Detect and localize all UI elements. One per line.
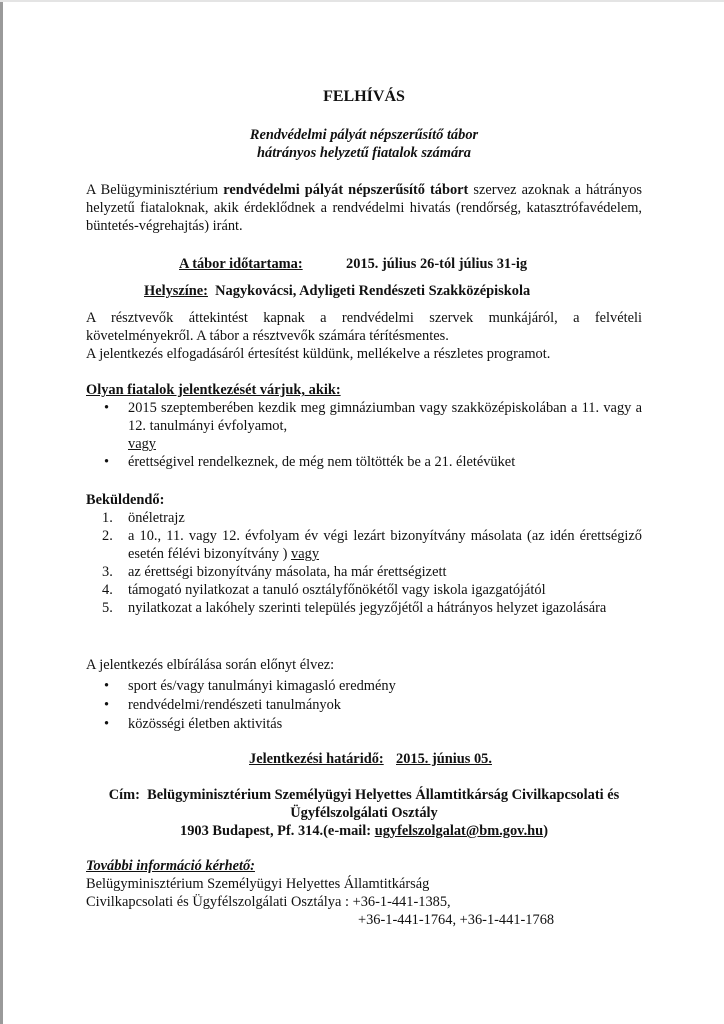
phone-number-1: +36-1-441-1385, [352, 894, 451, 910]
submit-item-2: 2. a 10., 11. vagy 12. évfolyam év végi lezárt bizonyítvány másolata (az idén érettségiző esetén félévi bizonyítvány ) vagy [102, 528, 642, 562]
address-label: Cím: [108, 787, 140, 803]
more-info-heading: További információ kérhető: [86, 858, 255, 874]
eligibility-list [86, 399, 642, 471]
eligibility-or: vagy [128, 436, 156, 452]
document-title: FELHÍVÁS [323, 88, 405, 105]
info-paragraph-2: A jelentkezés elfogadásáról értesítést küldünk, mellékelve a részletes programot. [86, 346, 551, 362]
bullet-icon: • [104, 716, 110, 732]
bullet-icon: • [104, 400, 110, 416]
info-paragraph-1: A résztvevők áttekintést kapnak a rendvédelmi szervek munkájáról, a felvételi követelményekről. A tábor a résztvevők számára térítésmentes. [86, 310, 642, 344]
eligibility-heading: Olyan fiatalok jelentkezését várjuk, akik: [86, 382, 341, 398]
eligibility-item-1: • 2015 szeptemberében kezdik meg gimnáziumban vagy szakközépiskolában a 11. vagy a 12. tanulmányi évfolyamot, [104, 400, 642, 434]
address-line-3: 1903 Budapest, Pf. 314.(e-mail: ugyfelszolgalat@bm.gov.hu) [180, 823, 548, 839]
submit-heading: Beküldendő: [86, 492, 165, 508]
duration-value: 2015. július 26-tól július 31-ig [346, 256, 528, 272]
advantage-list [86, 677, 642, 733]
advantage-item-3: • közösségi életben aktivitás [104, 716, 283, 732]
email-link[interactable]: ugyfelszolgalat@bm.gov.hu [374, 823, 544, 839]
submit-item-3: 3. az érettségi bizonyítvány másolata, ha már érettségizett [102, 564, 447, 580]
venue-row [144, 282, 530, 300]
bullet-icon: • [104, 454, 110, 470]
intro-text-1: A Belügyminisztérium [86, 182, 224, 198]
scan-top-edge [0, 0, 724, 2]
advantage-heading: A jelentkezés elbírálása során előnyt élvez: [86, 657, 335, 673]
venue-label: Helyszíne: [144, 283, 208, 299]
deadline-value: 2015. június 05. [396, 751, 492, 767]
bullet-icon: • [104, 678, 110, 694]
subtitle-line-1: Rendvédelmi pályát népszerűsítő tábor [249, 127, 479, 143]
address-line-1: Cím: Belügyminisztérium Személyügyi Helyettes Államtitkárság Civilkapcsolati és [108, 787, 620, 803]
submit-item-5: 5. nyilatkozat a lakóhely szerinti település jegyzőjétől a hátrányos helyzet igazolására [102, 600, 607, 616]
more-info-line-2: Civilkapcsolati és Ügyfélszolgálati Osztálya : +36-1-441-1385, [86, 894, 451, 910]
intro-bold-text: rendvédelmi pályát népszerűsítő tábort [223, 182, 469, 198]
submit-item-4: 4. támogató nyilatkozat a tanuló osztályfőnökétől vagy iskola igazgatójától [102, 582, 546, 598]
address-line-2: Ügyfélszolgálati Osztály [290, 805, 438, 821]
venue-value: Nagykovácsi, Adyligeti Rendészeti Szakközépiskola [215, 283, 531, 299]
bullet-icon: • [104, 697, 110, 713]
submit-list [86, 509, 642, 617]
advantage-item-1: • sport és/vagy tanulmányi kimagasló eredmény [104, 678, 396, 694]
intro-text-2: szervez azoknak a hátrányos helyzetű fiataloknak, akik érdeklődnek a rendvédelmi hivatás (rendőrség, katasztrófavédelem, büntetés-végrehajtás) iránt. [86, 182, 642, 234]
eligibility-item-2: • érettségivel rendelkeznek, de még nem töltötték be a 21. életévüket [104, 454, 516, 470]
more-info-line-1: Belügyminisztérium Személyügyi Helyettes Államtitkárság [86, 876, 430, 892]
intro-paragraph [86, 181, 642, 235]
scan-edge [0, 0, 3, 1024]
advantage-item-2: • rendvédelmi/rendészeti tanulmányok [104, 697, 341, 713]
subtitle-line-2: hátrányos helyzetű fiatalok számára [257, 145, 471, 161]
duration-label: A tábor időtartama: [179, 256, 303, 272]
deadline-label: Jelentkezési határidő: [249, 751, 384, 767]
phone-numbers-2: +36-1-441-1764, +36-1-441-1768 [358, 912, 555, 928]
submit-item-1: 1. önéletrajz [102, 510, 185, 526]
